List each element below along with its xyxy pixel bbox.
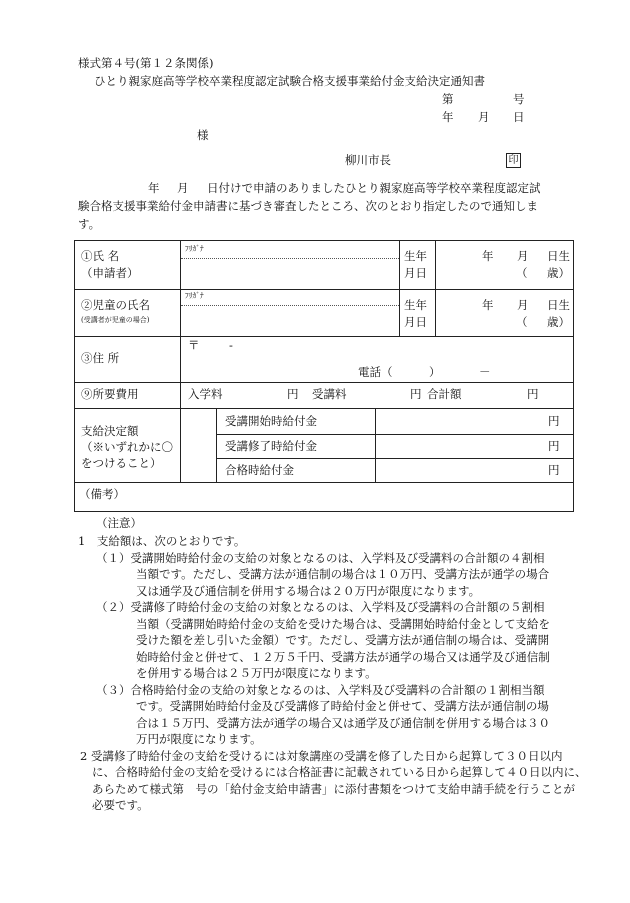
- date-day: 日: [513, 110, 525, 124]
- phone-close: ）: [429, 365, 441, 379]
- address-label: ③住 所: [81, 351, 120, 365]
- decision-label-2: （※いずれかに〇: [81, 440, 173, 454]
- phone-dash: －: [479, 365, 491, 379]
- postal-mark: 〒: [188, 338, 200, 352]
- applicant-label: ①氏 名: [81, 249, 120, 263]
- document-title: ひとり親家庭高等学校卒業程度認定試験合格支援事業給付金支給決定通知書: [94, 74, 485, 88]
- applicant-age-close: 歳）: [547, 266, 570, 280]
- decision-start-yen: 円: [548, 414, 560, 428]
- note-line: 合は１５万円、受講方法が通学の場合又は通学及び通信制を併用する場合は３０: [136, 715, 550, 730]
- doc-no-suffix: 号: [513, 92, 525, 106]
- tuition-label: 受講料: [312, 387, 347, 401]
- addressee-suffix: 様: [197, 128, 209, 142]
- cost-label: ⑨所要費用: [81, 387, 139, 401]
- applicant-furigana: ﾌﾘｶﾞﾅ: [185, 244, 204, 253]
- decision-pass-yen: 円: [548, 463, 560, 477]
- applicant-age-open: （: [516, 266, 528, 280]
- decision-label-3: をつけること）: [81, 456, 162, 470]
- notes-heading: （注意）: [96, 516, 142, 530]
- postal-dash: -: [229, 338, 233, 352]
- child-age-open: （: [516, 315, 528, 329]
- decision-complete-label: 受講修了時給付金: [225, 439, 317, 453]
- doc-no-label: 第: [442, 92, 454, 106]
- note-line: 始時給付金と併せて、１２万５千円、受講方法が通学の場合又は通学及び通信制: [136, 649, 550, 664]
- child-birth-label: 生年: [404, 298, 427, 312]
- entrance-fee-yen: 円: [287, 387, 299, 401]
- child-birth-month: 月: [517, 298, 529, 312]
- issuer-name: 柳川市長: [345, 153, 391, 167]
- note-line: （３）合格時給付金の支給の対象となるのは、入学料及び受講料の合計額の１割相当額: [96, 682, 545, 697]
- note-line: 受けた額を差し引いた金額）です。ただし、受講方法が通信制の場合は、受講開: [136, 633, 550, 647]
- total-yen: 円: [527, 387, 539, 401]
- child-furigana: ﾌﾘｶﾞﾅ: [185, 291, 204, 300]
- application-table: [74, 240, 574, 512]
- applicant-birth-day: 日生: [547, 249, 570, 263]
- decision-start-label: 受講開始時給付金: [225, 414, 317, 428]
- child-sub: (受講者が児童の場合): [81, 316, 150, 324]
- note-line: 又は通学及び通信制を併用する場合は２０万円が限度になります。: [136, 583, 481, 598]
- intro-year: 年: [148, 181, 160, 195]
- note-line: （２）受講修了時給付金の支給の対象となるのは、入学料及び受講料の合計額の５割相: [96, 600, 545, 614]
- note-line: を併用する場合は２５万円が限度になります。: [136, 666, 377, 680]
- note-line: 当額（受講開始時給付金の支給を受けた場合は、受講開始時給付金として支給を: [136, 616, 550, 631]
- child-label: ②児童の氏名: [81, 298, 150, 312]
- remarks-label: （備考）: [79, 487, 125, 501]
- note-line: あらためて様式第 号の「給付金支給申請書」に添付書類をつけて支給申請手続を行うことが: [92, 781, 575, 796]
- child-birth-day: 日生: [547, 298, 570, 312]
- note-line: （１）受講開始時給付金の支給の対象となるのは、入学料及び受講料の合計額の４割相: [96, 550, 545, 565]
- applicant-sub: （申請者）: [81, 266, 139, 280]
- applicant-birth-year: 年: [482, 249, 494, 263]
- phone-label: 電話（: [358, 365, 393, 379]
- child-birth-label2: 月日: [404, 315, 427, 329]
- intro-line1: 日付けで申請のありましたひとり親家庭高等学校卒業程度認定試: [207, 181, 541, 195]
- applicant-birth-label: 生年: [404, 249, 427, 263]
- child-age-close: 歳）: [547, 315, 570, 329]
- applicant-birth-month: 月: [517, 249, 529, 263]
- notes-body: [0, 533, 630, 814]
- entrance-fee-label: 入学料: [188, 387, 223, 401]
- intro-line3: す。: [78, 217, 101, 231]
- decision-pass-label: 合格時給付金: [225, 463, 294, 477]
- applicant-birth-label2: 月日: [404, 266, 427, 280]
- note-line: です。受講開始時給付金及び受講修了時給付金と併せて、受講方法が通信制の場: [136, 699, 549, 713]
- form-number: 様式第４号(第１２条関係): [78, 56, 214, 70]
- decision-complete-yen: 円: [548, 439, 560, 453]
- note-line: 1 支給額は、次のとおりです。: [78, 534, 246, 548]
- tuition-yen: 円: [410, 387, 422, 401]
- note-line: 2 受講修了時給付金の支給を受けるには対象講座の受講を修了した日から起算して３０日以内: [80, 748, 563, 763]
- total-label: 合計額: [427, 387, 462, 401]
- note-line: 万円が限度になります。: [136, 732, 262, 746]
- date-month: 月: [478, 110, 490, 124]
- decision-label-1: 支給決定額: [81, 424, 139, 438]
- date-year: 年: [442, 110, 454, 124]
- child-birth-year: 年: [482, 298, 494, 312]
- intro-month: 月: [177, 181, 189, 195]
- seal-box: 印: [506, 153, 521, 168]
- note-line: に、合格時給付金の支給を受けるには合格証書に記載されている日から起算して４０日以内に、: [92, 765, 587, 779]
- intro-line2: 験合格支援事業給付金申請書に基づき審査したところ、次のとおり指定したので通知しま: [78, 199, 538, 213]
- note-line: 必要です。: [92, 798, 149, 812]
- note-line: 当額です。ただし、受講方法が通信制の場合は１０万円、受講方法が通学の場合: [136, 567, 550, 581]
